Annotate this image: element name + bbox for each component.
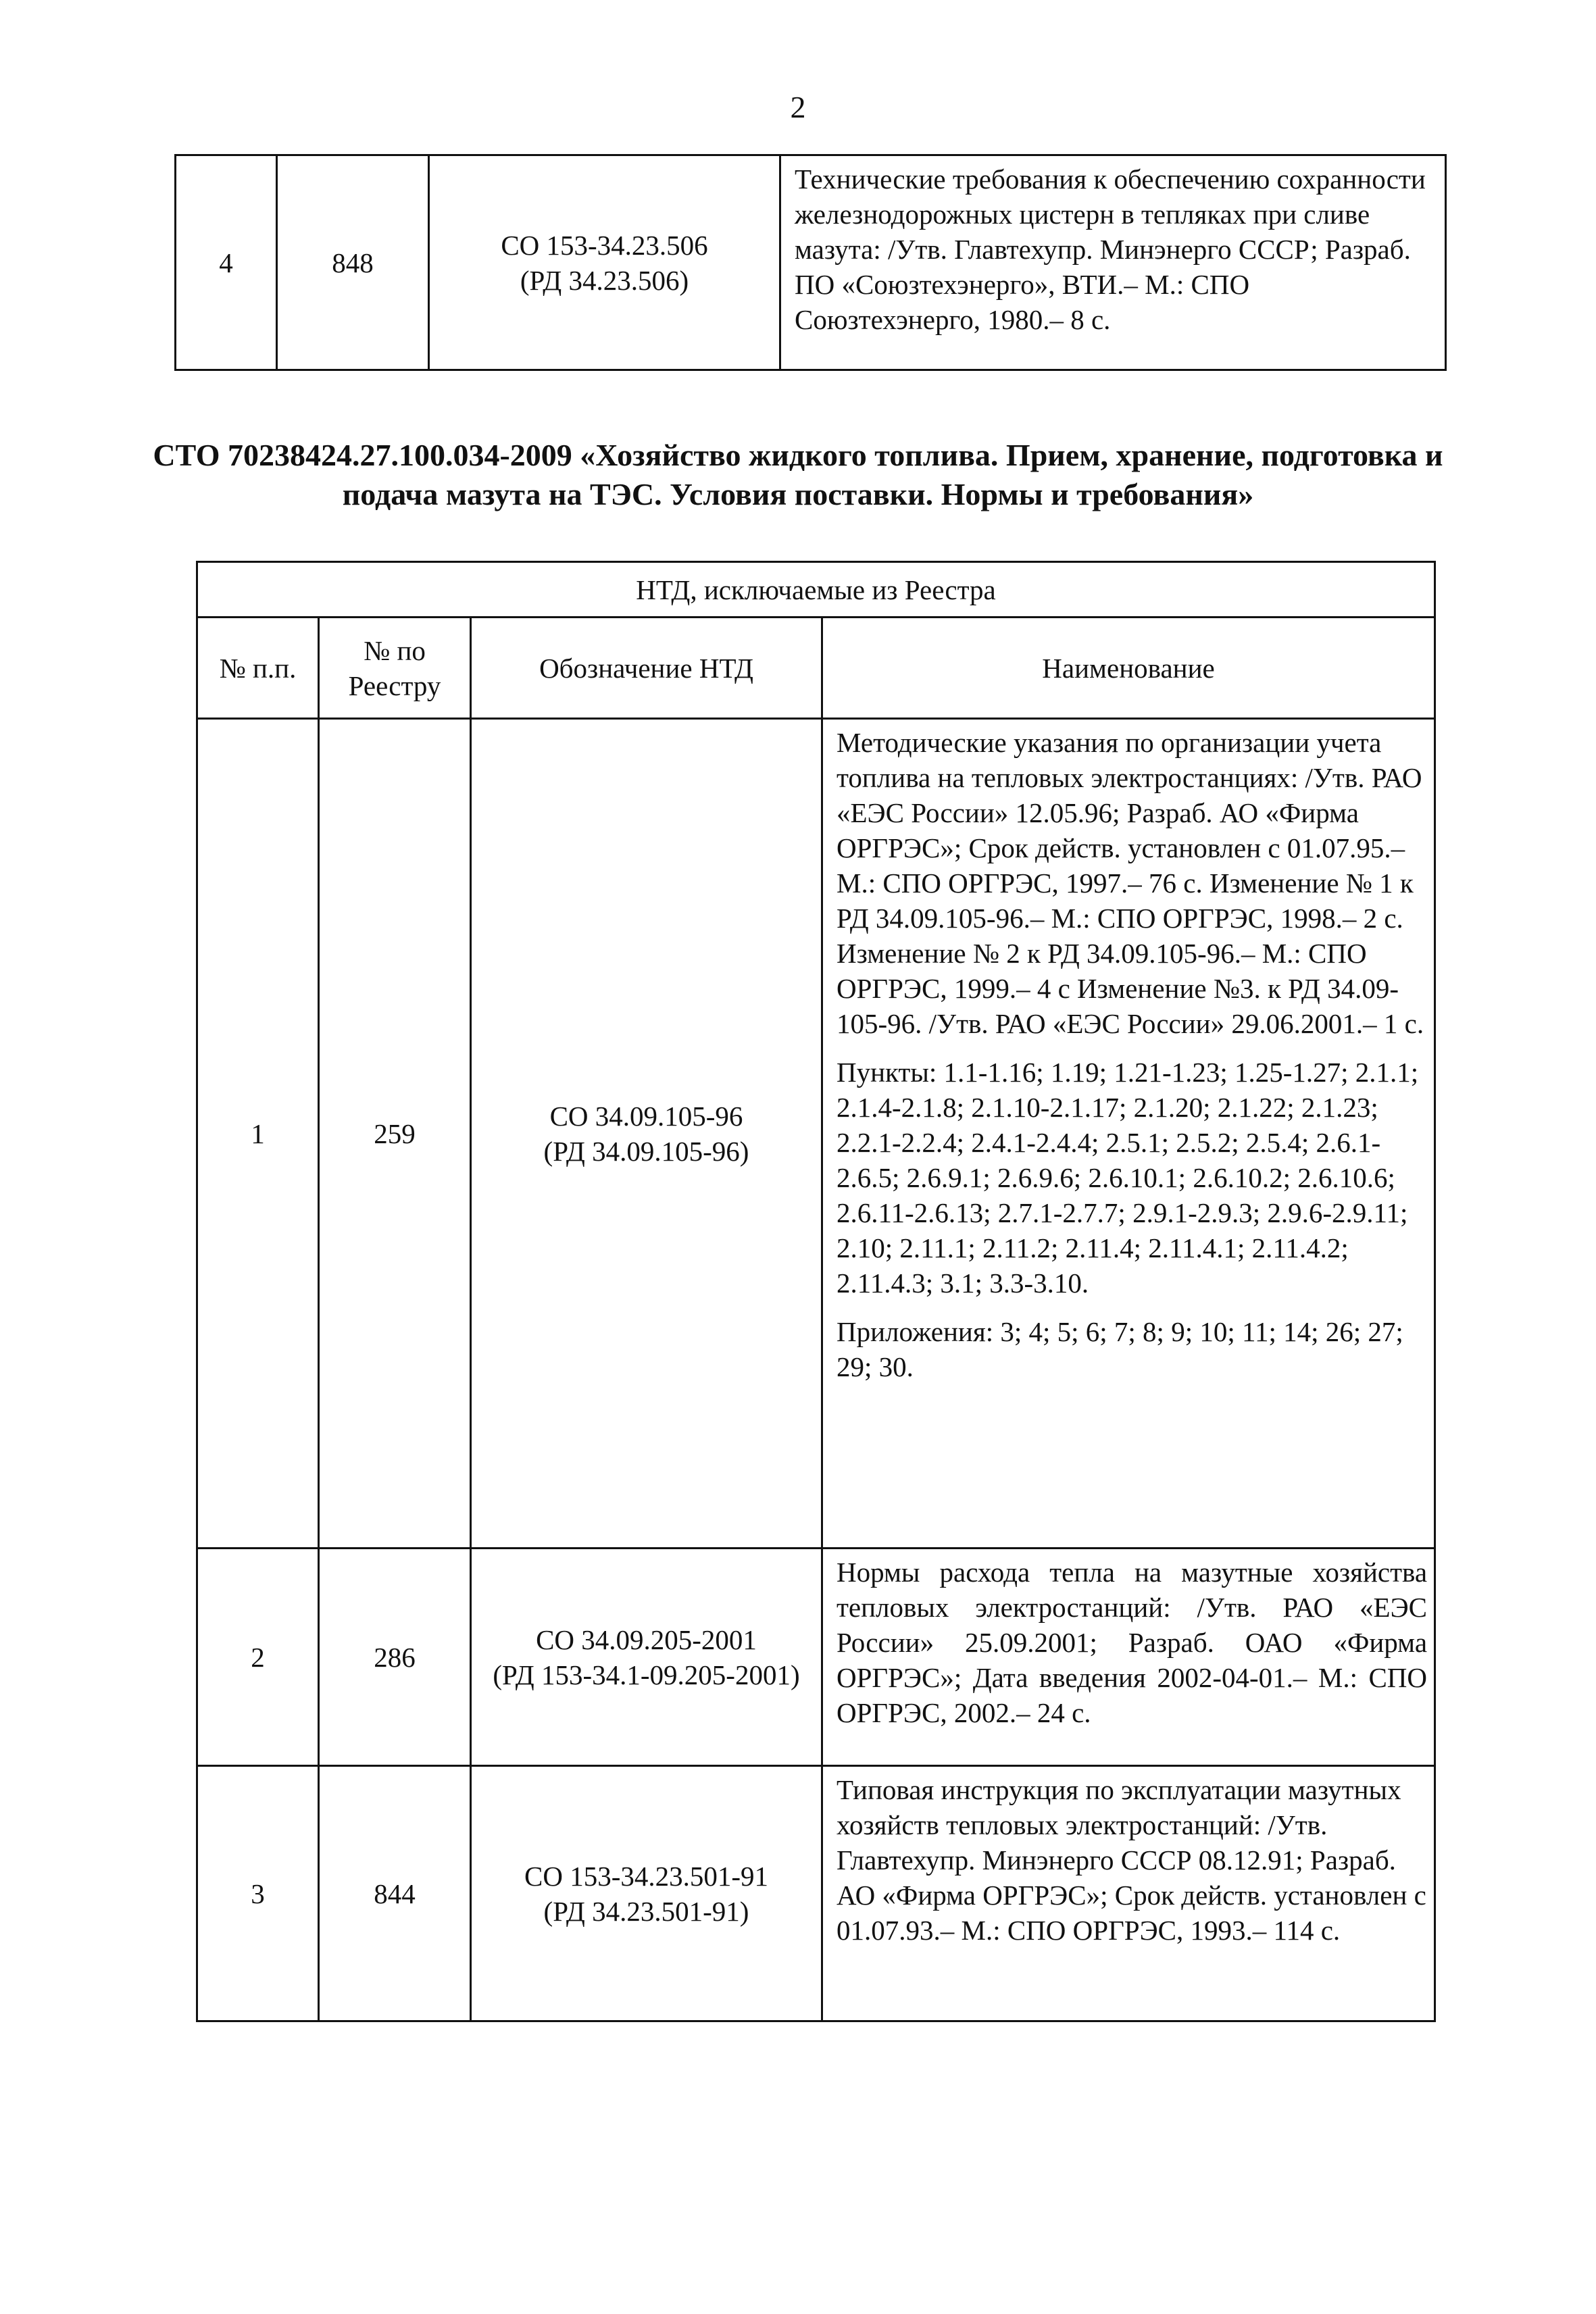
header-num: № п.п.: [197, 618, 319, 719]
row-number-cell: 4: [176, 155, 277, 370]
document-name: Методические указания по организации учета топлива на тепловых электростанциях: /Утв. РАО «ЕЭС России» 12.05.96; Разраб. АО «Фирма ОРГРЭС»; Срок действ. установлен с 01.07.95.– М.: СПО ОРГРЭС, 1997.– 76 с. Изменение № 1 к РД 34.09.105-96.– М.: СПО ОРГРЭС, 1998.– 2 с. Изменение № 2 к РД 34.09.105-96.– М.: СПО ОРГРЭС, 1999.– 4 с Изменение №3. к РД 34.09-105-96. /Утв. РАО «ЕЭС России» 29.06.2001.– 1 с.: [837, 727, 1424, 1039]
document-clauses: Пункты: 1.1-1.16; 1.19; 1.21-1.23; 1.25-1.27; 2.1.1; 2.1.4-2.1.8; 2.1.10-2.1.17; 2.1.20; 2.1.22; 2.1.23; 2.2.1-2.2.4; 2.4.1-2.4.4; 2.5.1; 2.5.2; 2.5.4; 2.6.1-2.6.5; 2.6.9.1; 2.6.9.6; 2.6.10.1; 2.6.10.2; 2.6.10.6; 2.6.11-2.6.13; 2.7.1-2.7.7; 2.9.1-2.9.3; 2.9.6-2.9.11; 2.10; 2.11.1; 2.11.2; 2.11.4; 2.11.4.1; 2.11.4.2; 2.11.4.3; 3.1; 3.3-3.10.: [837, 1057, 1419, 1299]
document-name-cell: [822, 1766, 1435, 2021]
registry-number-cell: 848: [277, 155, 429, 370]
designation-alt-code: (РД 34.23.501-91): [543, 1895, 749, 1927]
registry-number-cell: 844: [319, 1766, 471, 2021]
designation-alt-code: (РД 34.09.105-96): [543, 1135, 749, 1167]
excluded-documents-table: [196, 561, 1436, 2022]
row-number-cell: 1: [197, 719, 319, 1549]
document-name: Технические требования к обеспечению сохранности железнодорожных цистерн в тепляках при сливе мазута: /Утв. Главтехупр. Минэнерго СССР; Разраб. ПО «Союзтехэнерго», ВТИ.– М.: СПО Союзтехэнерго, 1980.– 8 с.: [795, 164, 1426, 335]
table-row: [197, 719, 1435, 1549]
table-title-row: [197, 562, 1435, 618]
header-name: Наименование: [822, 618, 1435, 719]
table-header-row: [197, 618, 1435, 719]
table-row: [176, 155, 1446, 370]
row-number-cell: 2: [197, 1549, 319, 1766]
row-number-cell: 3: [197, 1766, 319, 2021]
document-name-cell: [780, 155, 1446, 370]
designation-code: СО 153-34.23.506: [501, 229, 708, 261]
document-name: Нормы расхода тепла на мазутные хозяйства тепловых электростанций: /Утв. РАО «ЕЭС России» 25.09.2001; Разраб. ОАО «Фирма ОРГРЭС»; Дата введения 2002-04-01.– М.: СПО ОРГРЭС, 2002.– 24 с.: [837, 1557, 1428, 1728]
designation-cell: [429, 155, 780, 370]
designation-cell: [471, 1766, 822, 2021]
header-registry: № по Реестру: [319, 618, 471, 719]
page-number: 2: [790, 90, 806, 124]
designation-code: СО 34.09.105-96: [549, 1100, 743, 1132]
section-heading: СТО 70238424.27.100.034-2009 «Хозяйство жидкого топлива. Прием, хранение, подготовка и подача мазута на ТЭС. Условия поставки. Нормы и требования»: [153, 438, 1443, 511]
designation-code: СО 153-34.23.501-91: [524, 1860, 768, 1892]
document-appendices: Приложения: 3; 4; 5; 6; 7; 8; 9; 10; 11; 14; 26; 27; 29; 30.: [837, 1316, 1403, 1382]
designation-cell: [471, 1549, 822, 1766]
registry-number-cell: 259: [319, 719, 471, 1549]
registry-number-cell: 286: [319, 1549, 471, 1766]
header-designation: Обозначение НТД: [471, 618, 822, 719]
designation-cell: [471, 719, 822, 1549]
document-name-cell: [822, 719, 1435, 1549]
designation-alt-code: (РД 153-34.1-09.205-2001): [493, 1659, 800, 1690]
table-row: [197, 1549, 1435, 1766]
table-row: [197, 1766, 1435, 2021]
designation-alt-code: (РД 34.23.506): [520, 264, 689, 296]
table-title: НТД, исключаемые из Реестра: [197, 562, 1435, 618]
document-name-cell: [822, 1549, 1435, 1766]
designation-code: СО 34.09.205-2001: [536, 1624, 757, 1655]
document-name: Типовая инструкция по эксплуатации мазутных хозяйств тепловых электростанций: /Утв. Главтехупр. Минэнерго СССР 08.12.91; Разраб. АО «Фирма ОРГРЭС»; Срок действ. установлен с 01.07.93.– М.: СПО ОРГРЭС, 1993.– 114 с.: [837, 1774, 1426, 1946]
previous-section-table: [174, 154, 1447, 371]
